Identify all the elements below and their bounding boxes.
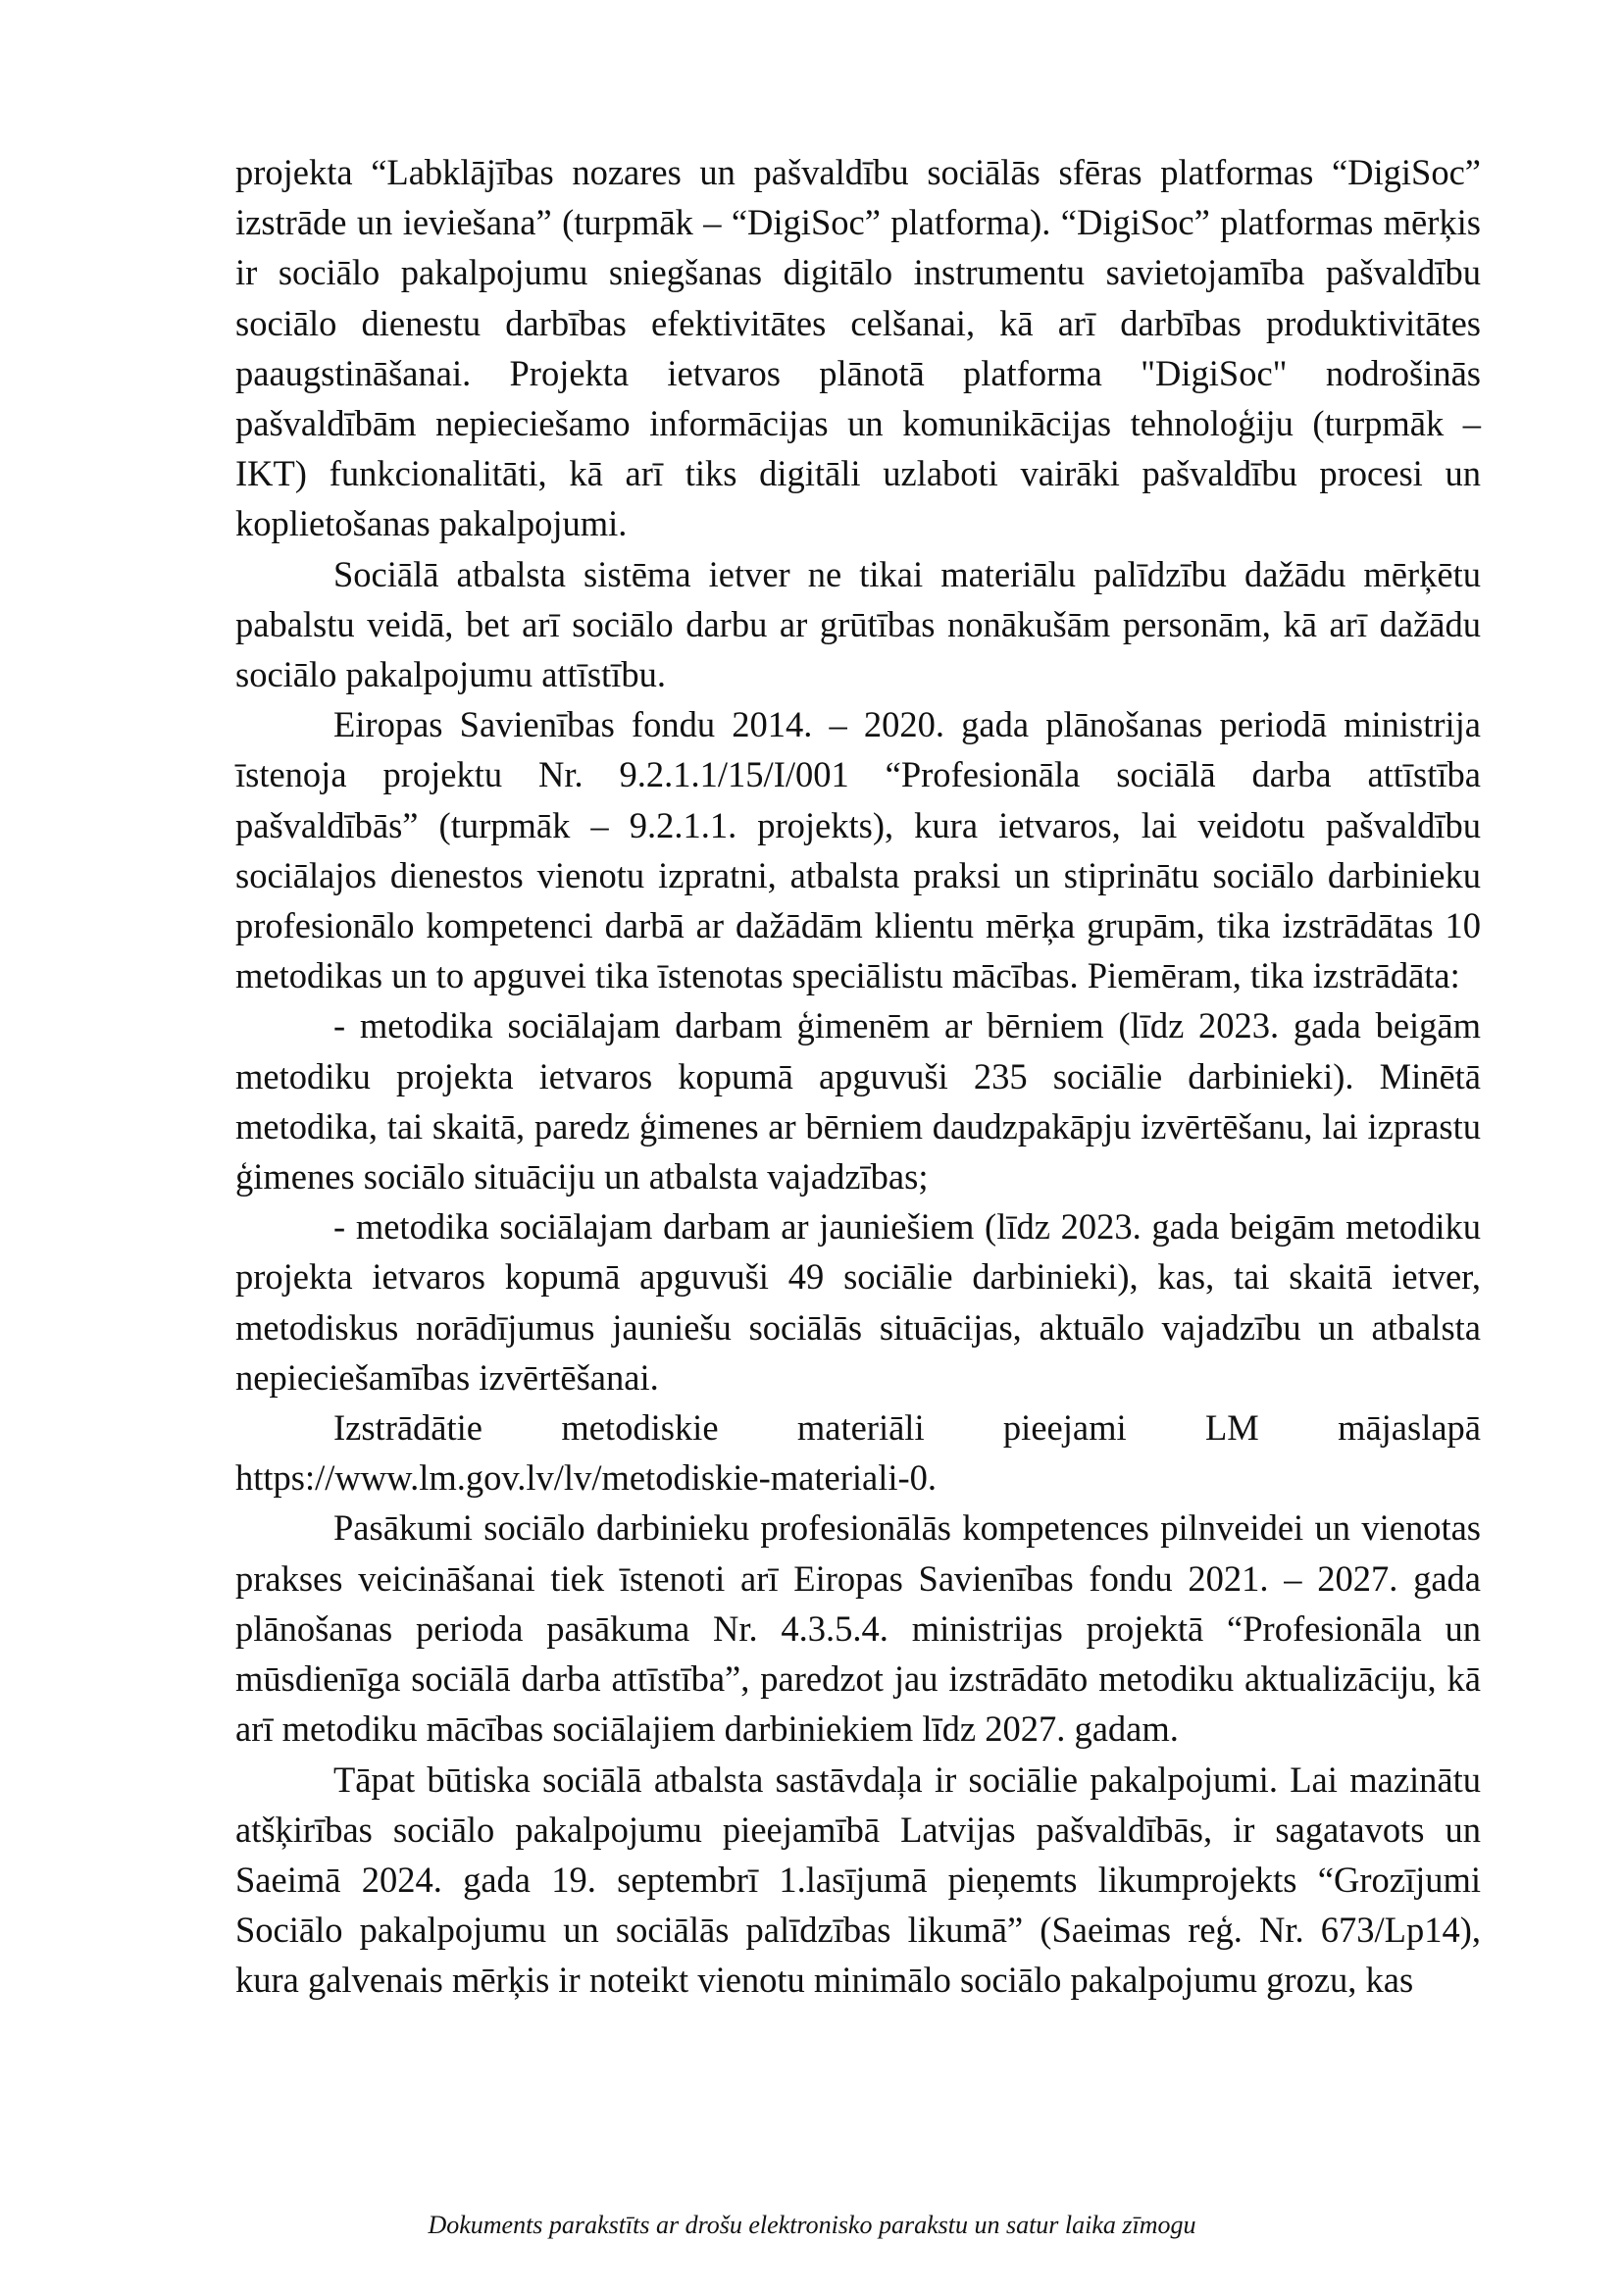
paragraph-esf-2021-2027-measures: Pasākumi sociālo darbinieku profesionālās kompetences pilnveidei un vienotas prakses veicināšanai tiek īstenoti arī Eiropas Savienības fondu 2021. – 2027. gada plānošanas perioda pasākuma Nr. 4.3.5.4. ministrijas projektā “Profesionāla un mūsdienīga sociālā darba attīstība”, paredzot jau izstrādāto metodiku aktualizāciju, kā arī metodiku mācības sociālajiem darbiniekiem līdz 2027. gadam. bbox=[235, 1507, 1481, 1750]
paragraph-methodical-materials: Izstrādātie metodiskie materiāli pieejami LM mājaslapā bbox=[333, 1407, 1481, 1449]
paragraph-digisoc-platform: projekta “Labklājības nozares un pašvaldību sociālās sfēras platformas “DigiSoc” izstrāde un ieviešana” (turpmāk – “DigiSoc” platforma). “DigiSoc” platformas mērķis ir sociālo pakalpojumu sniegšanas digitālo instrumentu savietojamība pašvaldību sociālo dienestu darbības efektivitātes celšanai, kā arī darbības produktivitātes paaugstināšanai. Projekta ietvaros plānotā platforma "DigiSoc" nodrošinās pašvaldībām nepieciešamo informācijas un komunikācijas tehnoloģiju (turpmāk – IKT) funkcionalitāti, kā arī tiks digitāli uzlaboti vairāki pašvaldību procesi un koplietošanas pakalpojumi. bbox=[235, 152, 1481, 544]
paragraph-social-support-system: Sociālā atbalsta sistēma ietver ne tikai materiālu palīdzību dažādu mērķētu pabalstu veidā, bet arī sociālo darbu ar grūtības nonākušām personām, kā arī dažādu sociālo pakalpojumu attīstību. bbox=[235, 553, 1481, 695]
paragraph-esf-2014-2020-project: Eiropas Savienības fondu 2014. – 2020. gada plānošanas periodā ministrija īstenoja projektu Nr. 9.2.1.1/15/I/001 “Profesionāla sociālā darba attīstība pašvaldībās” (turpmāk – 9.2.1.1. projekts), kura ietvaros, lai veidotu pašvaldību sociālajos dienestos vienotu izpratni, atbalsta praksi un stiprinātu sociālo darbinieku profesionālo kompetenci darbā ar dažādām klientu mērķa grupām, tika izstrādātas 10 metodikas un to apguvei tika īstenotas speciālistu mācības. Piemēram, tika izstrādāta: bbox=[235, 704, 1481, 996]
paragraph-social-services-bill: Tāpat būtiska sociālā atbalsta sastāvdaļa ir sociālie pakalpojumi. Lai mazinātu atšķirības sociālo pakalpojumu pieejamībā Latvijas pašvaldībās, ir sagatavots un Saeimā 2024. gada 19. septembrī 1.lasījumā pieņemts likumprojekts “Grozījumi Sociālo pakalpojumu un sociālās palīdzības likumā” (Saeimas reģ. Nr. 673/Lp14), kura galvenais mērķis ir noteikt vienotu minimālo sociālo pakalpojumu grozu, kas bbox=[235, 1759, 1481, 2001]
signature-footer-note: Dokuments parakstīts ar drošu elektronisko parakstu un satur laika zīmogu bbox=[428, 2211, 1196, 2239]
methodical-materials-link[interactable]: https://www.lm.gov.lv/lv/metodiskie-materiali-0. bbox=[235, 1457, 938, 1499]
list-item-methodology-families: - metodika sociālajam darbam ģimenēm ar bērniem (līdz 2023. gada beigām metodiku projekta ietvaros kopumā apguvuši 235 sociālie darbinieki). Minētā metodika, tai skaitā, paredz ģimenes ar bērniem daudzpakāpju izvērtēšanu, lai izprastu ģimenes sociālo situāciju un atbalsta vajadzības; bbox=[235, 1005, 1481, 1198]
list-item-methodology-youth: - metodika sociālajam darbam ar jauniešiem (līdz 2023. gada beigām metodiku projekta ietvaros kopumā apguvuši 49 sociālie darbinieki), kas, tai skaitā ietver, metodiskus norādījumus jauniešu sociālās situācijas, aktuālo vajadzību un atbalsta nepieciešamības izvērtēšanai. bbox=[235, 1206, 1481, 1398]
document-body bbox=[235, 147, 1481, 2006]
